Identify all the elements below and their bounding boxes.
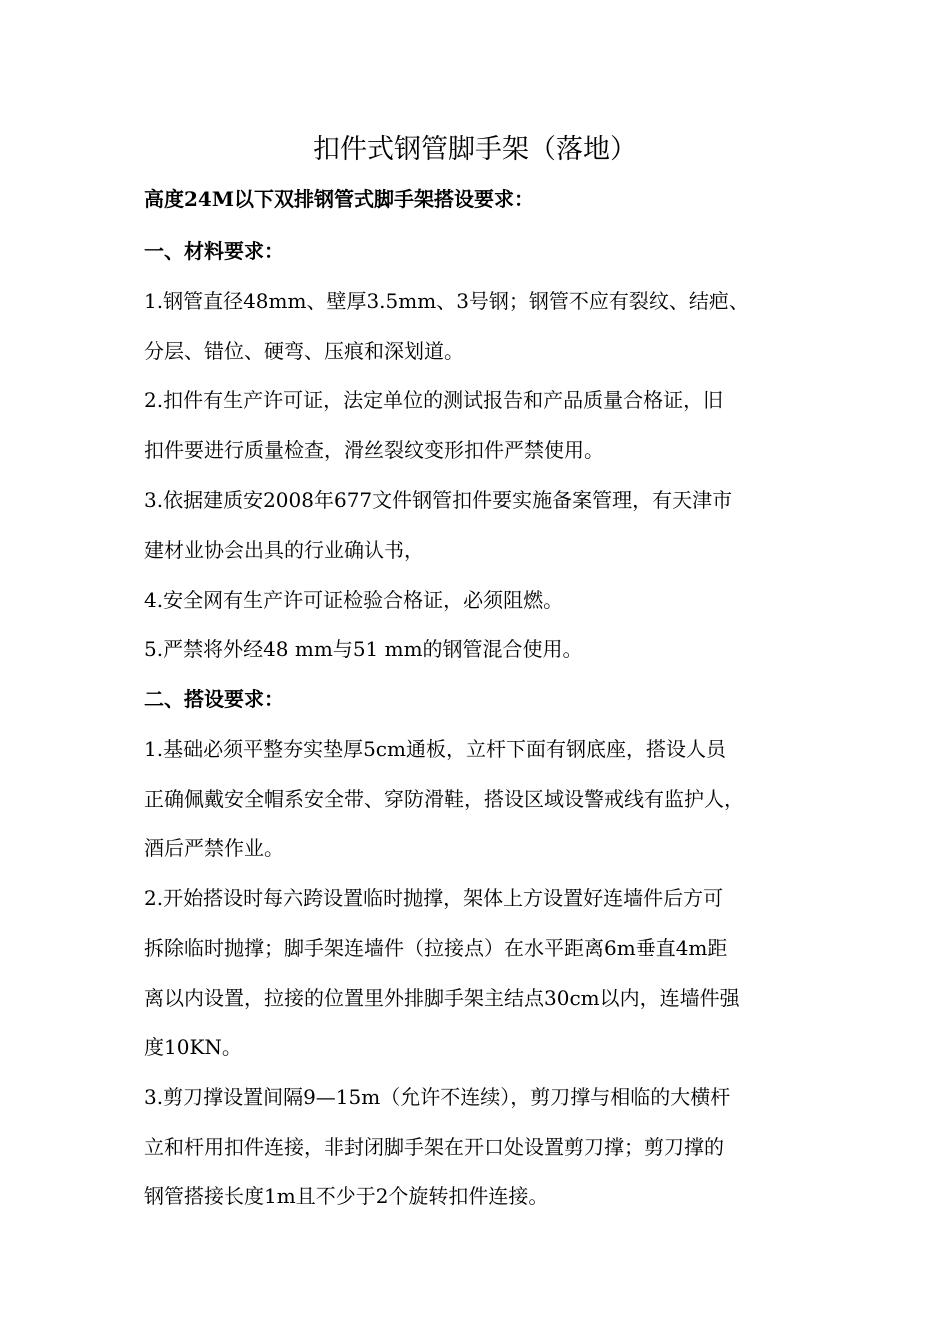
paragraph-line: 扣件要进行质量检查，滑丝裂纹变形扣件严禁使用。	[144, 438, 604, 462]
paragraph-line: 度10KN。	[144, 1035, 242, 1059]
paragraph-line: 4.安全网有生产许可证检验合格证，必须阻燃。	[144, 588, 564, 612]
paragraph-line: 5.严禁将外经48 mm与51 mm的钢管混合使用。	[144, 637, 583, 661]
document-title: 扣件式钢管脚手架（落地）	[313, 134, 637, 165]
paragraph-line: 钢管搭接长度1m且不少于2个旋转扣件连接。	[144, 1184, 549, 1208]
paragraph-line: 1.基础必须平整夯实垫厚5cm通板，立杆下面有钢底座，搭设人员	[144, 737, 726, 761]
paragraph-line: 2.开始搭设时每六跨设置临时抛撑，架体上方设置好连墙件后方可	[144, 886, 724, 910]
section-heading-materials: 一、材料要求：	[144, 239, 284, 263]
paragraph-line: 建材业协会出具的行业确认书，	[144, 538, 424, 562]
paragraph-line: 分层、错位、硬弯、压痕和深划道。	[144, 339, 464, 363]
paragraph-line: 正确佩戴安全帽系安全带、穿防滑鞋，搭设区域设警戒线有监护人，	[144, 787, 744, 811]
paragraph-line: 2.扣件有生产许可证，法定单位的测试报告和产品质量合格证，旧	[144, 388, 724, 412]
paragraph-line: 离以内设置，拉接的位置里外排脚手架主结点30cm以内，连墙件强	[144, 986, 740, 1010]
paragraph-line: 酒后严禁作业。	[144, 836, 284, 860]
paragraph-line: 立和杆用扣件连接，非封闭脚手架在开口处设置剪刀撑；剪刀撑的	[144, 1135, 724, 1159]
paragraph-line: 3.剪刀撑设置间隔9—15m（允许不连续），剪刀撑与相临的大横杆	[144, 1085, 731, 1109]
section-heading-erection: 二、搭设要求：	[144, 687, 284, 711]
paragraph-line: 3.依据建质安2008年677文件钢管扣件要实施备案管理，有天津市	[144, 488, 733, 512]
document-subtitle: 高度24M以下双排钢管式脚手架搭设要求：	[144, 187, 534, 211]
paragraph-line: 拆除临时抛撑；脚手架连墙件（拉接点）在水平距离6m垂直4m距	[144, 936, 728, 960]
paragraph-line: 1.钢管直径48mm、壁厚3.5mm、3号钢；钢管不应有裂纹、结疤、	[144, 289, 749, 313]
